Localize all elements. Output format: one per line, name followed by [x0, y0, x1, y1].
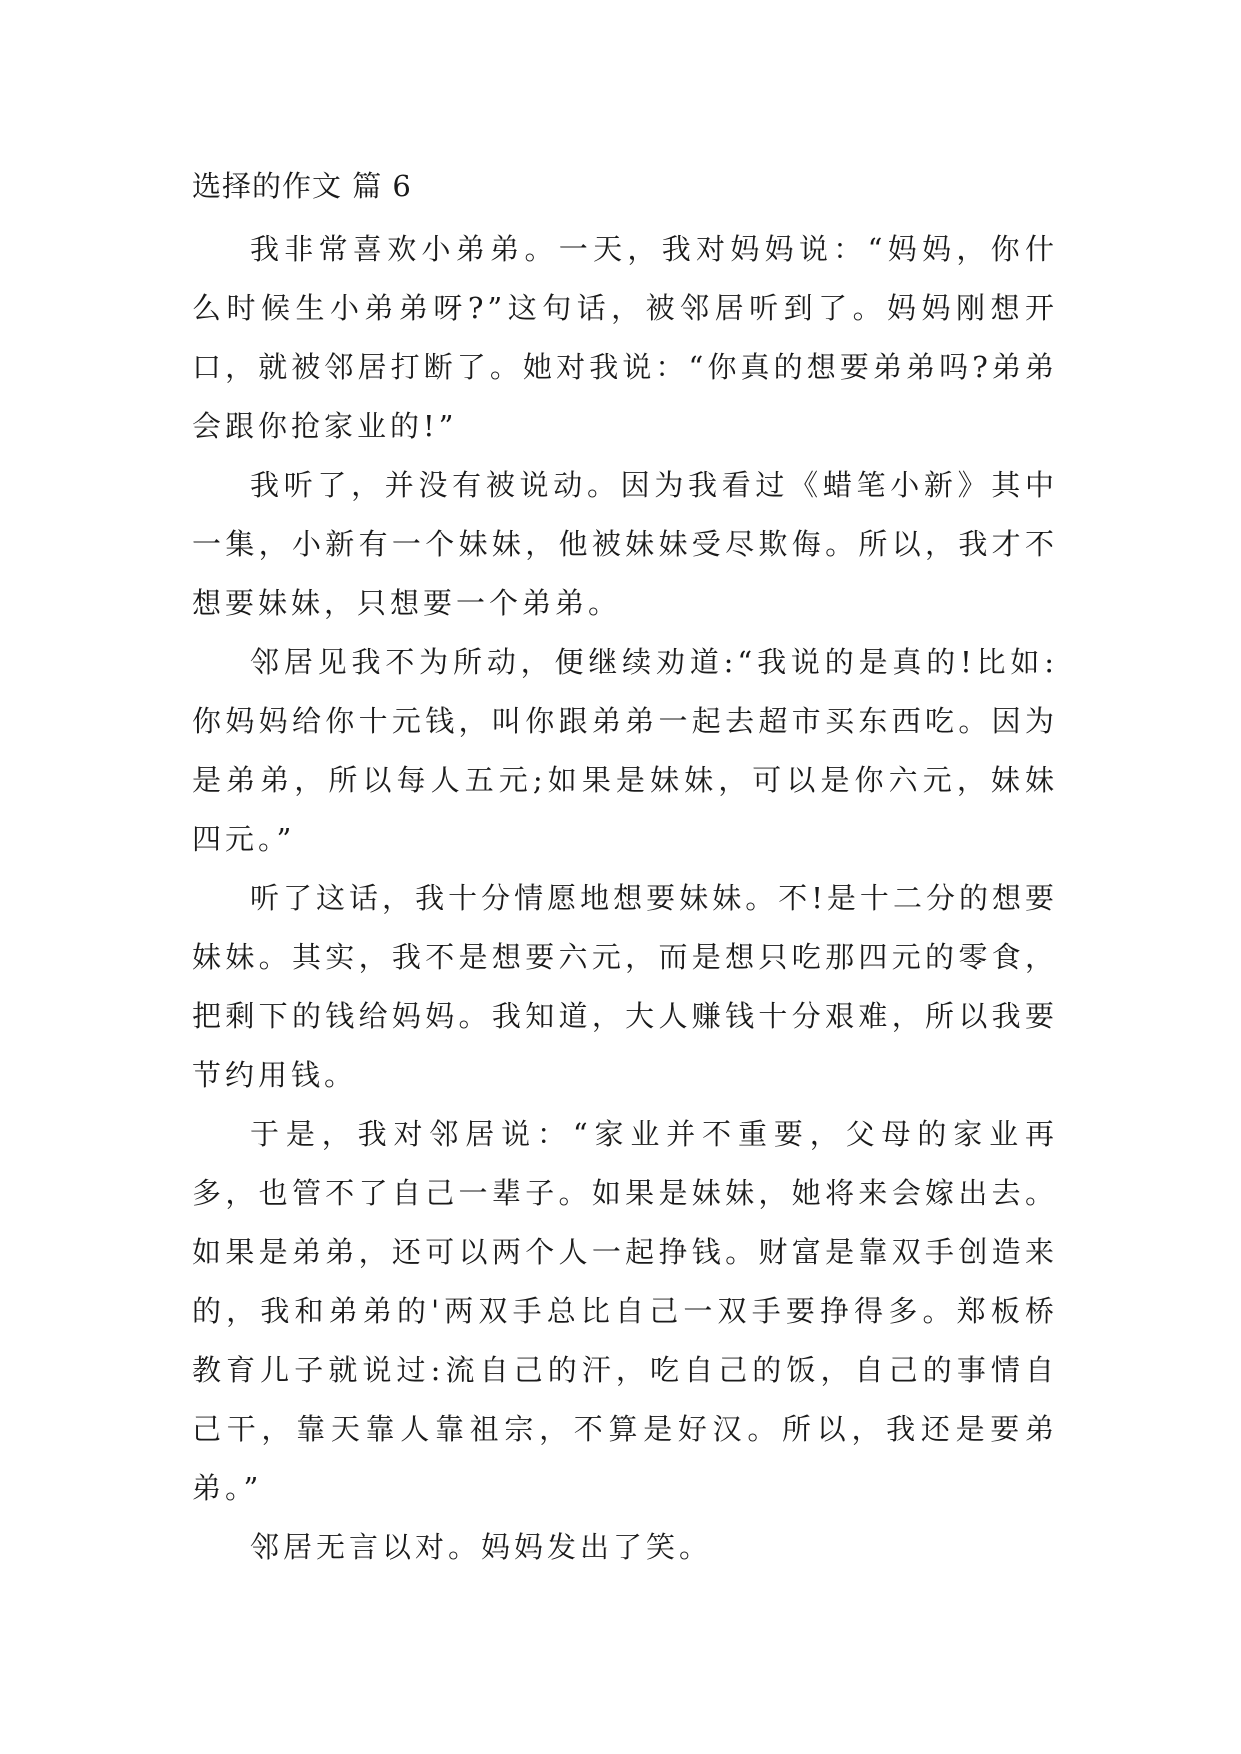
paragraph-6: 邻居无言以对。妈妈发出了笑。: [250, 1530, 713, 1564]
paragraph-5: 于是，我对邻居说：“家业并不重要，父母的家业再多，也管不了自己一辈子。如果是妹妹，她将来会嫁出去。如果是弟弟，还可以两个人一起挣钱。财富是靠双手创造来的，我和弟弟的'两双手总比自己一双手要挣得多。郑板桥教育儿子就说过:流自己的汗，吃自己的饭，自己的事情自己干，靠天靠人靠祖宗，不算是好汉。所以，我还是要弟弟。”: [192, 1117, 1058, 1505]
essay-body: [192, 164, 1058, 1577]
paragraph-4: 听了这话，我十分情愿地想要妹妹。不!是十二分的想要妹妹。其实，我不是想要六元，而是想只吃那四元的零食，把剩下的钱给妈妈。我知道，大人赚钱十分艰难，所以我要节约用钱。: [192, 881, 1058, 1092]
essay-title: 选择的作文 篇 6: [192, 169, 412, 203]
paragraph-1: 我非常喜欢小弟弟。一天，我对妈妈说：“妈妈，你什么时候生小弟弟呀?”这句话，被邻居听到了。妈妈刚想开口，就被邻居打断了。她对我说：“你真的想要弟弟吗?弟弟会跟你抢家业的!”: [192, 232, 1058, 443]
paragraph-2: 我听了，并没有被说动。因为我看过《蜡笔小新》其中一集，小新有一个妹妹，他被妹妹受尽欺侮。所以，我才不想要妹妹，只想要一个弟弟。: [192, 468, 1058, 620]
paragraph-3: 邻居见我不为所动，便继续劝道:“我说的是真的!比如:你妈妈给你十元钱，叫你跟弟弟一起去超市买东西吃。因为是弟弟，所以每人五元;如果是妹妹，可以是你六元，妹妹四元。”: [192, 645, 1058, 856]
